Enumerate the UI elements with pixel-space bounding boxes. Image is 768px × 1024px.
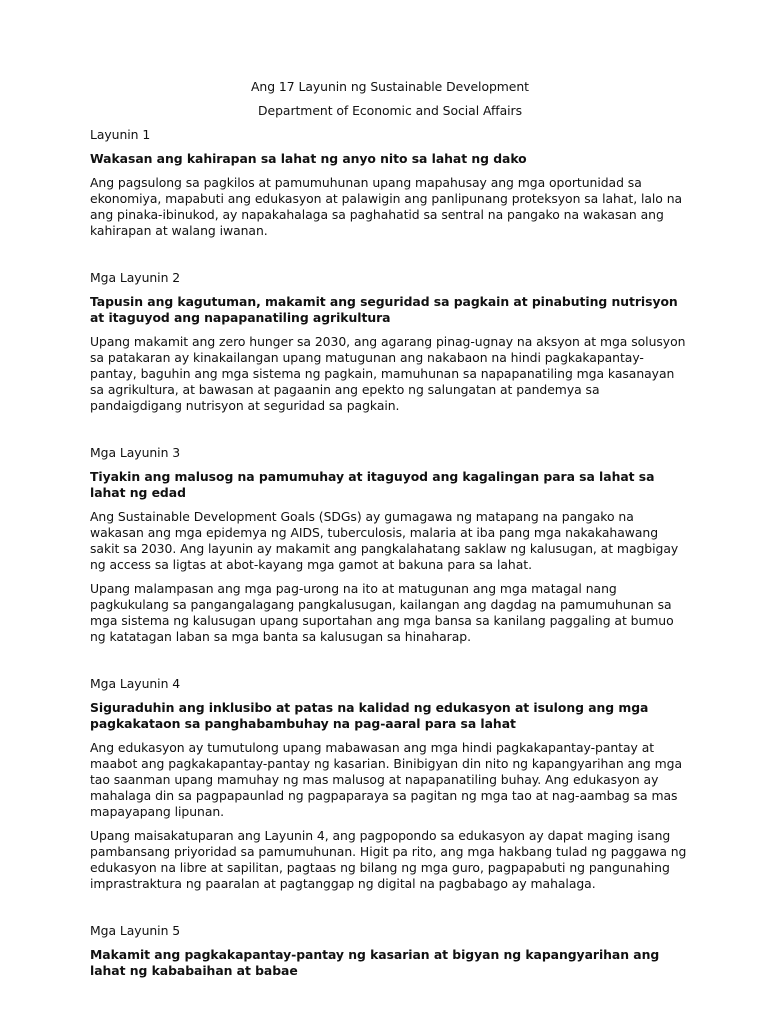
goal-paragraph: Upang maisakatuparan ang Layunin 4, ang pagpopondo sa edukasyon ay dapat maging isang pambansang priyoridad sa pamumuhunan. Higit pa rito, ang mga hakbang tulad ng paggawa ng edukasyon na libre at sapilitan, pagtaas ng bilang ng mga guro, pagpapabuti ng pangunahing imprastraktura ng paaralan at pagtanggap ng digital na pagbabago ay mahalaga. (90, 828, 687, 891)
section-spacer (90, 653, 690, 676)
section-spacer (90, 900, 690, 923)
goal-title: Tapusin ang kagutuman, makamit ang seguridad sa pagkain at pinabuting nutrisyon at itaguyod ang napapanatiling agrikultura (90, 294, 678, 325)
goal-section-5 (90, 923, 690, 979)
goal-paragraph: Ang pagsulong sa pagkilos at pamumuhunan upang mapahusay ang mga oportunidad sa ekonomiya, mapabuti ang edukasyon at palawigin ang panlipunang proteksyon sa lahat, lalo na ang pinaka-ibinukod, ay napakahalaga sa paghahatid sa sentral na pangako na wakasan ang kahirapan at walang iwanan. (90, 175, 683, 238)
goal-paragraph: Upang makamit ang zero hunger sa 2030, ang agarang pinag-ugnay na aksyon at mga solusyon sa patakaran ay kinakailangan upang matugunan ang nakabaon na hindi pagkakapantay-pantay, baguhin ang mga sistema ng pagkain, mamuhunan sa napapanatiling mga kasanayan sa agrikultura, at bawasan at pagaanin ang epekto ng salungatan at pandemya sa pandaigdigang nutrisyon at seguridad sa pagkain. (90, 334, 686, 413)
goal-section-3 (90, 445, 690, 645)
goal-label: Mga Layunin 4 (90, 676, 181, 691)
goal-label: Mga Layunin 2 (90, 270, 181, 285)
section-spacer (90, 247, 690, 270)
goal-paragraph: Ang edukasyon ay tumutulong upang mabawasan ang mga hindi pagkakapantay-pantay at maabot ang pagkakapantay-pantay ng kasarian. Binibigyan din nito ng kapangyarihan ang mga tao saanman upang mamuhay ng mas malusog at napapanatiling buhay. Ang edukasyon ay mahalaga din sa pagpapaunlad ng pagpaparaya sa pagitan ng mga tao at nag-aambag sa mas mapayapang lipunan. (90, 740, 682, 819)
goal-section-2 (90, 270, 690, 414)
goal-label: Mga Layunin 5 (90, 923, 181, 938)
goal-section-1 (90, 127, 690, 239)
section-spacer (90, 422, 690, 445)
goal-title: Siguraduhin ang inklusibo at patas na kalidad ng edukasyon at isulong ang mga pagkakataon sa panghabambuhay na pag-aaral para sa lahat (90, 700, 649, 731)
goal-label: Mga Layunin 3 (90, 445, 181, 460)
document-title: Ang 17 Layunin ng Sustainable Development (250, 79, 529, 94)
goal-title: Wakasan ang kahirapan sa lahat ng anyo nito sa lahat ng dako (90, 151, 527, 166)
goal-title: Tiyakin ang malusog na pamumuhay at itaguyod ang kagalingan para sa lahat sa lahat ng edad (90, 469, 655, 500)
document-subtitle: Department of Economic and Social Affairs (258, 103, 522, 118)
document-content (90, 79, 690, 987)
goal-label: Layunin 1 (90, 127, 151, 142)
goal-paragraph: Ang Sustainable Development Goals (SDGs) ay gumagawa ng matapang na pangako na wakasan ang mga epidemya ng AIDS, tuberculosis, malaria at iba pang mga nakakahawang sakit sa 2030. Ang layunin ay makamit ang pangkalahatang saklaw ng kalusugan, at magbigay ng access sa ligtas at abot-kayang mga gamot at bakuna para sa lahat. (90, 509, 679, 572)
goal-paragraph: Upang malampasan ang mga pag-urong na ito at matugunan ang mga matagal nang pagkukulang sa pangangalagang pangkalusugan, kailangan ang dagdag na pamumuhunan sa mga sistema ng kalusugan upang suportahan ang mga bansa sa kanilang paggaling at bumuo ng katatagan laban sa mga banta sa kalusugan sa hinaharap. (90, 581, 674, 644)
goal-title: Makamit ang pagkakapantay-pantay ng kasarian at bigyan ng kapangyarihan ang lahat ng kababaihan at babae (90, 947, 660, 978)
goal-section-4 (90, 676, 690, 892)
